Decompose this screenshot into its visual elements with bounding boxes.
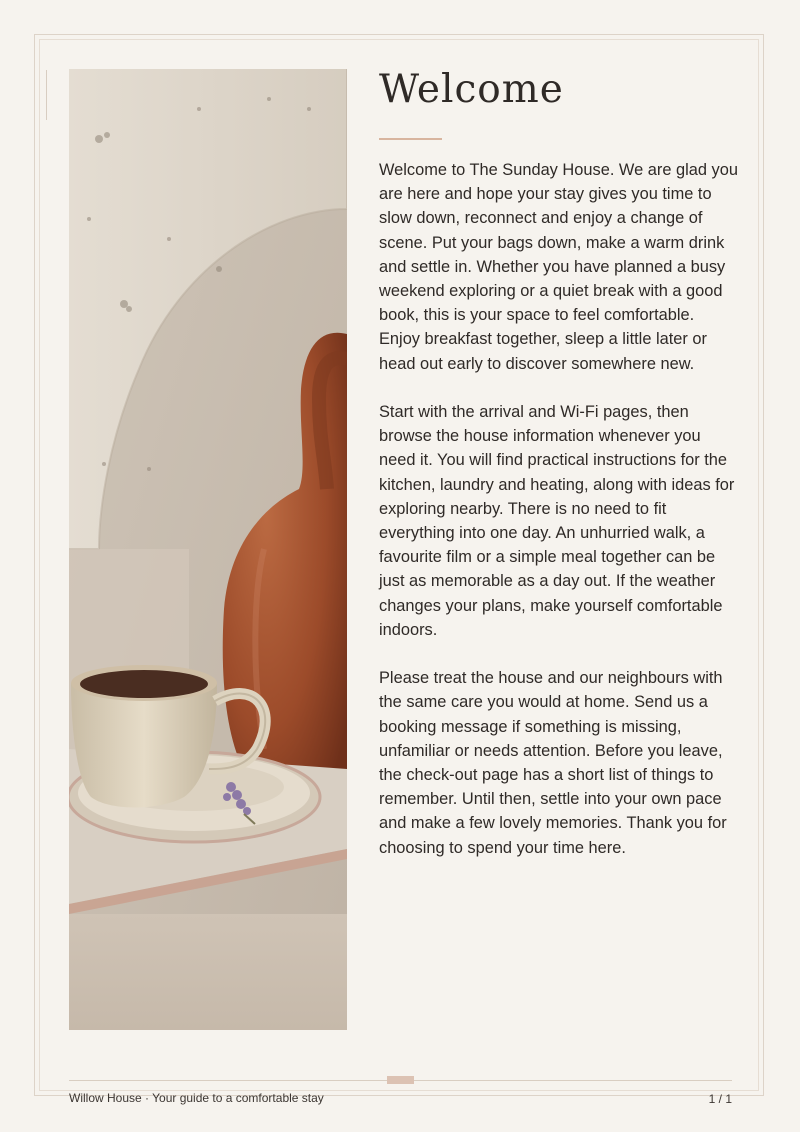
page-title: Welcome bbox=[379, 67, 564, 112]
content-column bbox=[379, 66, 739, 884]
footer-guide-title: Willow House · Your guide to a comfortable stay bbox=[69, 1091, 324, 1105]
paragraph-welcome: Welcome to The Sunday House. We are glad you are here and hope your stay gives you time to slow down, reconnect and enjoy a change of scene. Put your bags down, make a warm drink and settle in. Whether you have planned a busy weekend exploring or a quiet break with a good book, this is your space to feel comfortable. Enjoy breakfast together, sleep a little later or head out early to discover somewhere new. bbox=[379, 161, 738, 373]
page-number: 1 / 1 bbox=[708, 1092, 732, 1106]
title-underline bbox=[379, 138, 442, 140]
paragraph-getting-started: Start with the arrival and Wi-Fi pages, then browse the house information whenever you need it. You will find practical instructions for the kitchen, laundry and heating, along with ideas for exploring nearby. There is no need to fit everything into one day. An unhurried walk, a favourite film or a simple meal together can be just as memorable as a day out. If the weather changes your plans, make yourself comfortable indoors. bbox=[379, 403, 735, 639]
paragraph-house-care: Please treat the house and our neighbours with the same care you would at home. Send us a booking message if something is missing, unfamiliar or needs attention. Before you leave, the check-out page has a short list of things to remember. Until then, settle into your own pace and make a few lovely memories. Thank you for choosing to spend your time here. bbox=[379, 669, 727, 857]
still-life-photo bbox=[69, 69, 347, 1030]
decorative-side-line bbox=[46, 70, 47, 120]
footer-center-mark bbox=[387, 1076, 414, 1084]
